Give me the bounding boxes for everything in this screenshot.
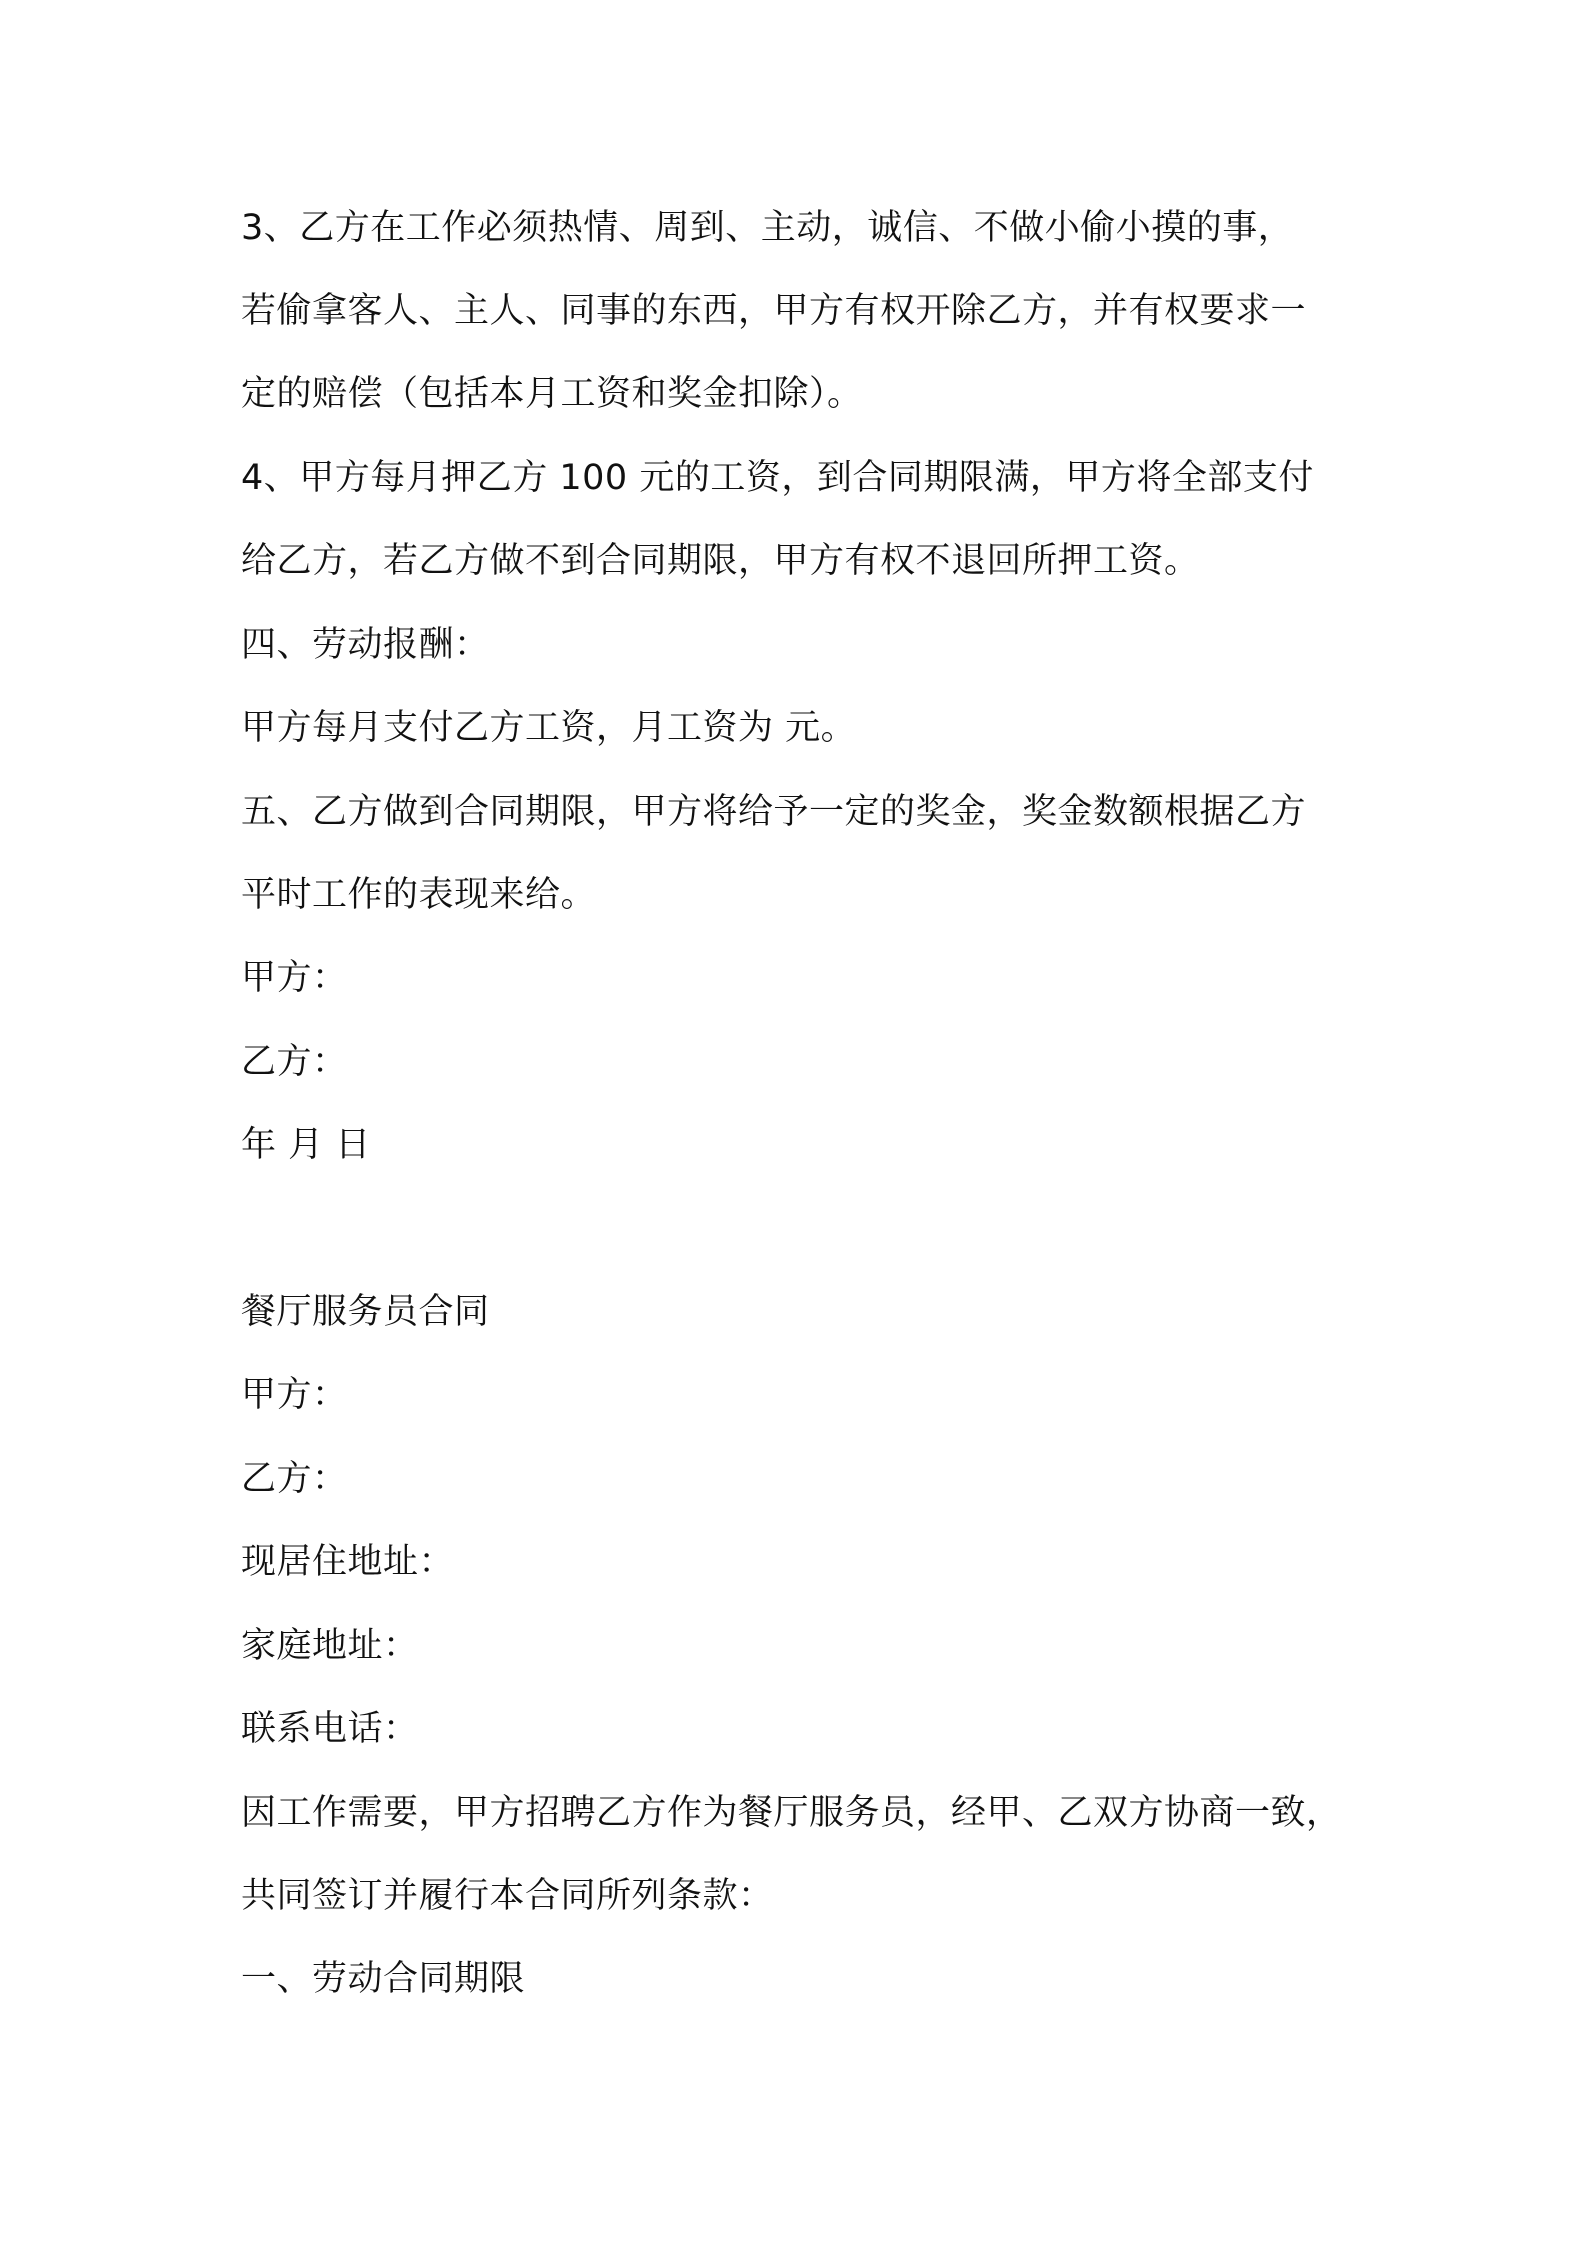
party-b-field: 乙方： (241, 1459, 348, 1499)
clause-3-line-2: 若偷拿客人、主人、同事的东西，甲方有权开除乙方，并有权要求一 (241, 291, 1307, 331)
party-b-signature: 乙方： (241, 1042, 348, 1082)
section-4-heading: 四、劳动报酬： (241, 625, 490, 665)
section-1-heading: 一、劳动合同期限 (241, 1959, 526, 1999)
section-5-line-1: 五、乙方做到合同期限，甲方将给予一定的奖金，奖金数额根据乙方 (241, 792, 1307, 832)
preamble-line-2: 共同签订并履行本合同所列条款： (241, 1876, 774, 1916)
party-a-field: 甲方： (241, 1375, 348, 1415)
preamble-line-1: 因工作需要，甲方招聘乙方作为餐厅服务员，经甲、乙双方协商一致， (241, 1793, 1342, 1833)
clause-4-line-1: 4、甲方每月押乙方 100 元的工资，到合同期限满，甲方将全部支付 (241, 458, 1314, 498)
section-5-line-2: 平时工作的表现来给。 (241, 875, 597, 915)
home-address-field: 家庭地址： (241, 1626, 419, 1666)
clause-3-line-1: 3、乙方在工作必须热情、周到、主动，诚信、不做小偷小摸的事， (241, 208, 1294, 248)
current-address-field: 现居住地址： (241, 1542, 455, 1582)
date-line: 年 月 日 (241, 1125, 371, 1165)
salary-line: 甲方每月支付乙方工资，月工资为 元。 (241, 708, 857, 748)
party-a-signature: 甲方： (241, 958, 348, 998)
clause-3-line-3: 定的赔偿（包括本月工资和奖金扣除）。 (241, 374, 863, 414)
clause-4-line-2: 给乙方，若乙方做不到合同期限，甲方有权不退回所押工资。 (241, 541, 1200, 581)
phone-field: 联系电话： (241, 1709, 419, 1749)
contract-title: 餐厅服务员合同 (241, 1292, 490, 1332)
